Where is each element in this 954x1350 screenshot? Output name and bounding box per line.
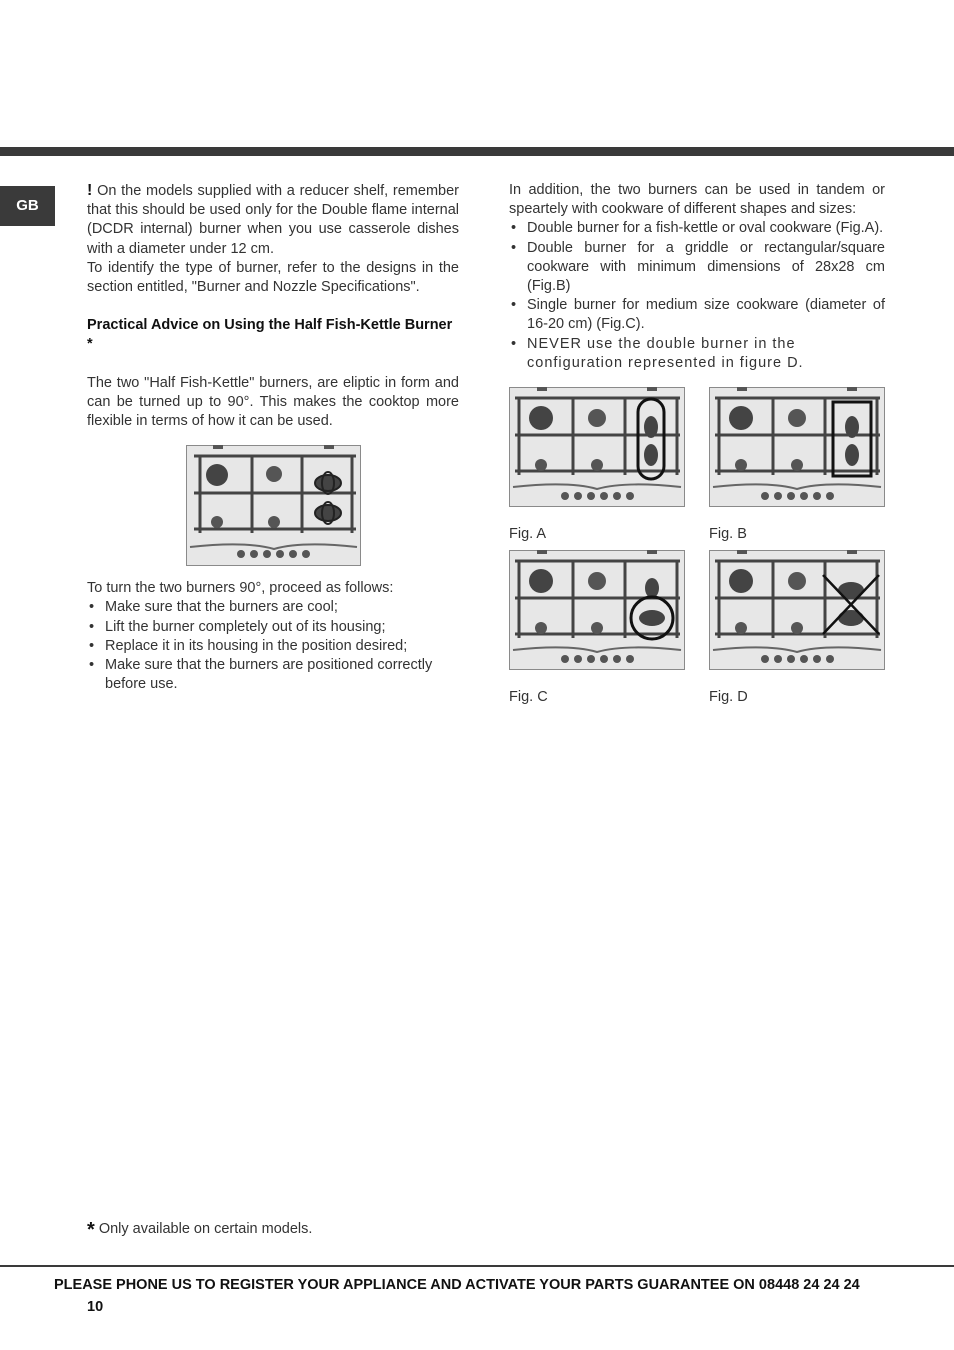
cooktop-fig-d-illustration: [709, 550, 885, 670]
top-rule: [0, 147, 954, 156]
page-number: 10: [87, 1299, 104, 1315]
figure-caption: Fig. C: [509, 689, 548, 706]
list-item: • Replace it in its housing in the position desired;: [87, 637, 459, 656]
footer-text: PLEASE PHONE US TO REGISTER YOUR APPLIANCE AND ACTIVATE YOUR PARTS GUARANTEE ON 08448 24 24 24: [54, 1277, 860, 1293]
list-item: • Make sure that the burners are positioned correctly before use.: [87, 656, 459, 694]
list-item: • Make sure that the burners are cool;: [87, 598, 459, 617]
warning-paragraph: [87, 181, 459, 259]
figure-b: [709, 387, 885, 550]
footnote-star: *: [87, 1219, 95, 1241]
right-column: [509, 181, 885, 713]
language-tab: GB: [0, 186, 55, 226]
bottom-rule: [0, 1265, 954, 1267]
figure-c: [509, 550, 685, 713]
list-item: • Double burner for a griddle or rectangular/square cookware with minimum dimensions of 28x28 cm (Fig.B): [509, 239, 885, 297]
figure-caption: Fig. A: [509, 526, 547, 543]
warning-mark: !: [87, 182, 93, 199]
list-item: • Double burner for a fish-kettle or oval cookware (Fig.A).: [509, 219, 885, 238]
usage-intro: In addition, the two burners can be used in tandem or speartely with cookware of different shapes and sizes:: [509, 182, 885, 218]
left-column: [87, 181, 459, 694]
intro-paragraph: The two "Half Fish-Kettle" burners, are eliptic in form and can be turned up to 90°. This makes the cooktop more flexible in terms of how it can be used.: [87, 374, 459, 430]
section-heading: Practical Advice on Using the Half Fish-Kettle Burner *: [87, 317, 453, 353]
cooktop-fig-a-illustration: [509, 387, 685, 507]
usage-list: [509, 219, 885, 373]
identify-paragraph: To identify the type of burner, refer to the designs in the section entitled, "Burner and Nozzle Specifications".: [87, 259, 459, 296]
steps-intro: To turn the two burners 90°, proceed as follows:: [87, 580, 394, 597]
list-item: • NEVER use the double burner in the configuration represented in figure D.: [509, 335, 885, 373]
figure-caption: Fig. D: [709, 689, 748, 706]
footnote: [87, 1220, 312, 1240]
cooktop-rotate-illustration: [186, 445, 361, 566]
cooktop-fig-c-illustration: [509, 550, 685, 670]
figure-d: [709, 550, 885, 713]
steps-list: [87, 598, 459, 694]
list-item: • Single burner for medium size cookware (diameter of 16-20 cm) (Fig.C).: [509, 296, 885, 334]
cooktop-fig-b-illustration: [709, 387, 885, 507]
list-item: • Lift the burner completely out of its housing;: [87, 618, 459, 637]
warning-text: On the models supplied with a reducer shelf, remember that this should be used only for the Double flame internal (DCDR internal) burner when you use casserole dishes with a diameter under 12 cm.: [87, 183, 459, 257]
footnote-text: Only available on certain models.: [98, 1221, 313, 1237]
figure-grid: [509, 387, 885, 713]
figure-a: [509, 387, 685, 550]
figure-caption: Fig. B: [709, 526, 747, 543]
